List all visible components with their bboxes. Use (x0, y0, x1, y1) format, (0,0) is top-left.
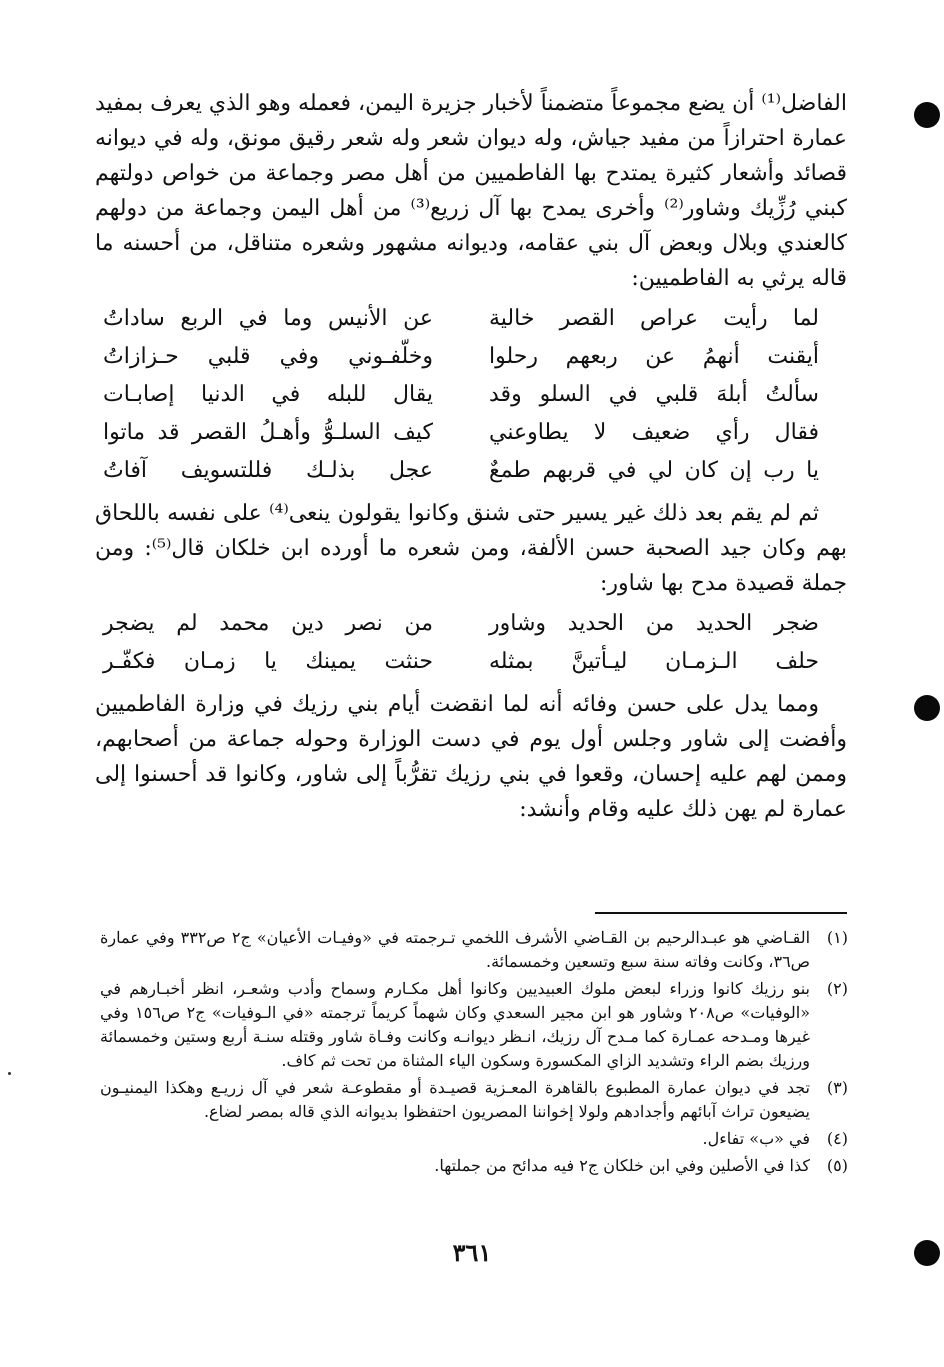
verse-second-hemistich: عن الأنيس وما في الربع ساداتُ (103, 306, 433, 331)
verse-second-hemistich: من نصر دين محمد لم يضجر (103, 611, 433, 636)
binder-hole (914, 102, 940, 128)
verse-second-hemistich: يقال للبله في الدنيا إصابـات (103, 382, 433, 407)
verse-line (95, 452, 847, 490)
verse-first-hemistich: فقال رأي ضعيف لا يطاوعني (489, 420, 819, 445)
verse-line (95, 605, 847, 643)
verse-first-hemistich: أيقنت أنهمُ عن ربعهم رحلوا (489, 344, 819, 369)
verse-line (95, 414, 847, 452)
footnote-text: بنو رزيك كانوا وزراء لبعض ملوك العبيديين وكانوا أهل مكـارم وسماح وأدب وشعـر، انظر أخبـارهم في «الوفيات» ص٢٠٨ وشاور هو ابن مجير السعدي وكان شهماً كريماً ترجمته «في الـوفيات» ج٢ ص١٥٦ وفي غيرها ومـدحه عمـارة كما مـدح آل رزيك، انـظر ديوانـه وكانت وفـاة شاور وقتله سنـة أربع وستين وخمسمائة ورزيك بضم الراء وتشديد الزاي المكسورة وسكون الياء المثناة من تحت ثم كاف. (100, 979, 810, 1070)
verse-second-hemistich: وخلّفـوني وفي قلبي حـزازاتُ (103, 344, 433, 369)
footnote (100, 1076, 848, 1124)
footnote (100, 1154, 848, 1178)
footnote-divider (595, 912, 847, 914)
footnote-text: كذا في الأصلين وفي ابن خلكان ج٢ فيه مدائح من جملتها. (434, 1156, 810, 1175)
footnote-number: (١) (826, 928, 848, 947)
verse-line (95, 338, 847, 376)
footnote-number: (٢) (826, 979, 848, 998)
paragraph-intro: الفاضل⁽¹⁾ أن يضع مجموعاً متضمناً لأخبار جزيرة اليمن، فعمله وهو الذي يعرف بمفيد عمارة احترازاً من مفيد جياش، وله ديوان شعر وله شعر رقيق مونق، وله في ديوانه قصائد وأشعار كثيرة يمتدح بها الفاطميين من أهل مصر وجماعة من خواص دولتهم كبني رُزِّيك وشاور⁽²⁾ وأخرى يمدح بها آل زريع⁽³⁾ من أهل اليمن وجماعة من دولهم كالعندي وبلال وبعض آل بني عقامه، وديوانه مشهور وشعره متناقل، من أحسنه ما قاله يرثي به الفاطميين: (95, 91, 847, 291)
page-number: ٣٦١ (452, 1238, 492, 1267)
footnote-number: (٣) (826, 1078, 848, 1097)
binder-hole (914, 1240, 940, 1266)
footnotes (100, 926, 848, 1181)
footnote-text: تجد في ديوان عمارة المطبوع بالقاهرة المعـزية قصيـدة أو مقطوعـة شعر في آل زريـع وهكذا اليمنيـون يضيعون تراث آبائهم وأجدادهم ولولا إخواننا المصريون احتفظوا بديوانه الذي قاله بمصر لضاع. (100, 1078, 810, 1121)
verse-second-hemistich: عجل بذلـك فللتسويف آفاتُ (103, 458, 433, 483)
verse-first-hemistich: يا رب إن كان لي في قربهم طمعٌ (489, 458, 819, 483)
poem-lament (95, 300, 847, 490)
poem-praise (95, 605, 847, 681)
verse-second-hemistich: حنثت يمينك يا زمـان فكفّـر (103, 649, 433, 674)
verse-first-hemistich: حلف الـزمـان ليـأتينَّ بمثله (489, 649, 819, 674)
scan-speck (8, 1072, 11, 1075)
footnote (100, 926, 848, 974)
verse-line (95, 300, 847, 338)
binder-hole (914, 695, 940, 721)
footnote-number: (٥) (826, 1156, 848, 1175)
paragraph-death: ثم لم يقم بعد ذلك غير يسير حتى شنق وكانوا يقولون ينعى⁽⁴⁾ على نفسه باللحاق بهم وكان جيد الصحبة حسن الألفة، ومن شعره ما أورده ابن خلكان قال⁽⁵⁾: ومن جملة قصيدة مدح بها شاور: (95, 501, 847, 596)
footnote (100, 977, 848, 1073)
verse-first-hemistich: لما رأيت عراص القصر خالية (489, 306, 819, 331)
footnote-text: في «ب» تفاءل. (702, 1129, 810, 1148)
paragraph-loyalty: ومما يدل على حسن وفائه أنه لما انقضت أيام بني رزيك في وزارة الفاطميين وأفضت إلى شاور وجلس أول يوم في دست الوزارة وحوله جماعة من أصحابهم، وممن لهم عليه إحسان، وقعوا في بني رزيك تقرُّباً إلى شاور، وكانوا قد أحسنوا إلى عمارة لم يهن ذلك عليه وقام وأنشد: (95, 692, 847, 822)
footnote-text: القـاضي هو عبـدالرحيم بن القـاضي الأشرف اللخمي تـرجمته في «وفيـات الأعيان» ج٢ ص٣٣٢ وفي عمارة ص٣٦، وكانت وفاته سنة سبع وتسعين وخمسمائة. (100, 928, 811, 971)
footnote (100, 1127, 848, 1151)
verse-first-hemistich: ضجر الحديد من الحديد وشاور (489, 611, 819, 636)
verse-line (95, 376, 847, 414)
verse-second-hemistich: كيف السلـوُّ وأهـلُ القصر قد ماتوا (103, 420, 433, 445)
verse-line (95, 643, 847, 681)
footnote-number: (٤) (826, 1129, 848, 1148)
verse-first-hemistich: سألتُ أبلهَ قلبي في السلو وقد (489, 382, 819, 407)
main-text (95, 86, 847, 827)
